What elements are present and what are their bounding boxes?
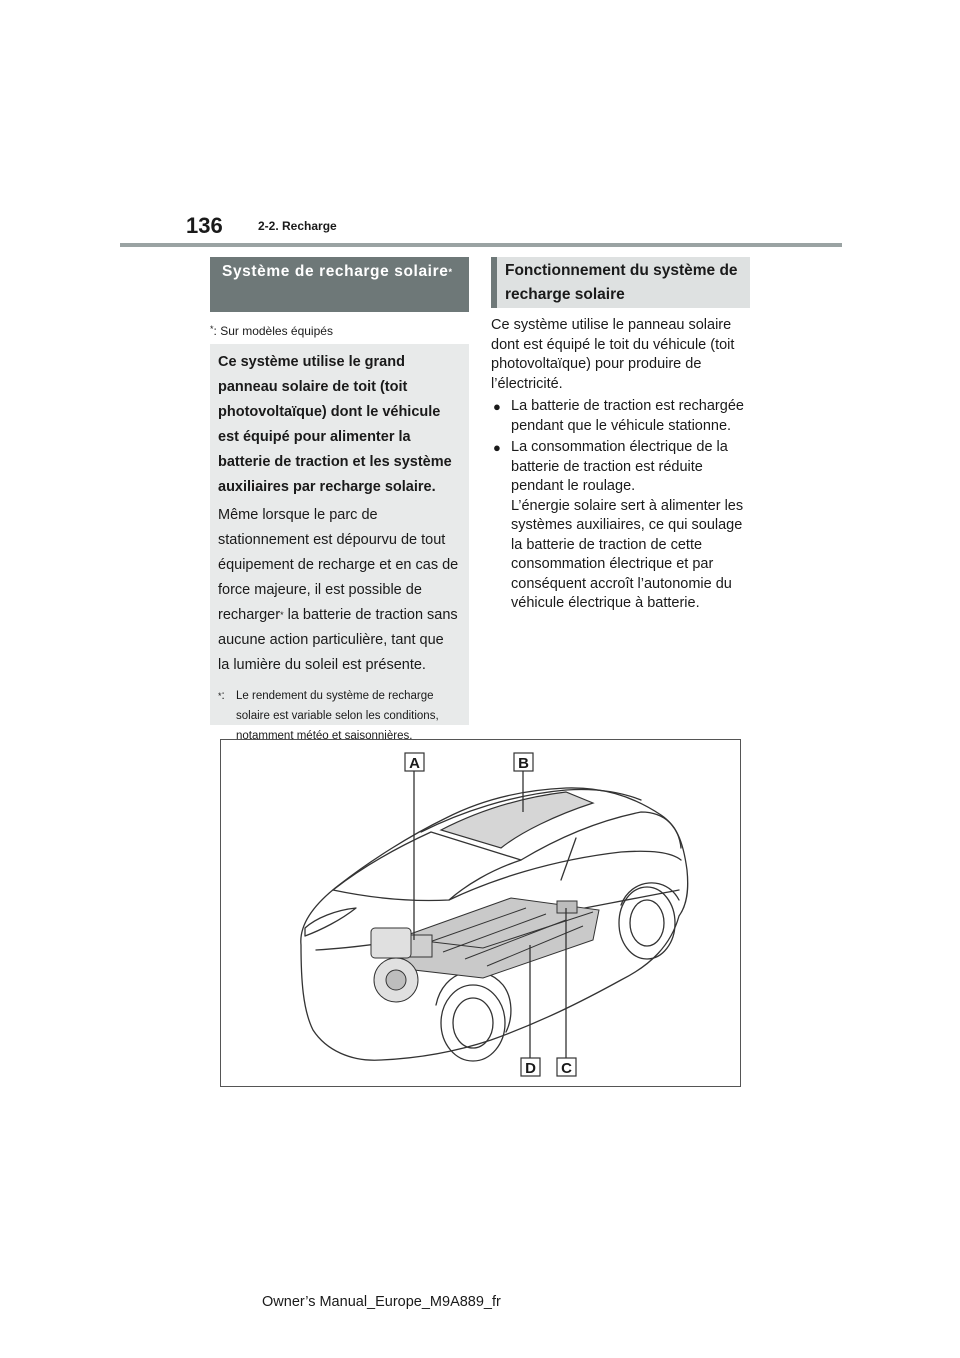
solar-ecu — [557, 901, 577, 913]
front-motor-unit — [371, 928, 411, 958]
right-section-heading: Fonctionnement du système de recharge solaire — [491, 257, 750, 308]
headlight-outline — [305, 908, 356, 936]
note-text: Sur modèles équipés — [220, 324, 333, 338]
heading-footnote-marker: * — [448, 267, 453, 277]
info-box-body-part1: Même lorsque le parc de stationnement est dépourvu de tout équipement de recharge et en cas de force majeure, il est possible de recharger — [218, 507, 459, 623]
info-box-footnote — [218, 686, 459, 746]
front-wheel-inner — [453, 998, 493, 1048]
rear-wheel — [619, 887, 675, 959]
bullet-item — [493, 397, 755, 436]
section-title: 2-2. Recharge — [258, 219, 337, 233]
note-separator: : — [213, 324, 217, 338]
info-box — [210, 344, 469, 742]
front-wheel — [441, 985, 505, 1061]
info-box-body — [218, 503, 459, 678]
info-box-bold-text: Ce système utilise le grand panneau solaire de toit (toit photovoltaïque) dont le véhicule est équipé pour alimenter la batterie de traction et les système auxiliaires par recharge solaire. — [218, 354, 452, 495]
callout-b: B — [518, 755, 529, 772]
left-section-heading — [210, 257, 469, 312]
rear-wheel-inner — [630, 900, 664, 946]
info-box-footnote-marker: * — [218, 691, 222, 701]
vehicle-drawing — [221, 740, 740, 1086]
solar-roof-panel — [441, 792, 593, 848]
info-box-footnote-text: Le rendement du système de recharge solaire est variable selon les conditions, notamment météo et saisonnières. — [236, 690, 439, 742]
bullet-text: La consommation électrique de la batterie de traction est réduite pendant le roulage. — [511, 439, 728, 494]
info-box-body-part2: la batterie de traction sans aucune action particulière, tant que la lumière du soleil est présente. — [218, 607, 458, 673]
info-box-footnote-sep: : — [221, 690, 225, 702]
bullet-extra-text: L’énergie solaire sert à alimenter les systèmes auxiliaires, ce qui soulage la batterie de traction de cette consommation électrique et par conséquent accroît l’autonomie du véhicule électrique à batterie. — [511, 497, 744, 611]
left-heading-text: Système de recharge solaire — [222, 263, 449, 280]
equipment-note — [210, 324, 333, 338]
callout-c: C — [561, 1060, 572, 1077]
header-divider — [120, 243, 842, 247]
intro-paragraph: Ce système utilise le panneau solaire dont est équipé le toit du véhicule (toit photovoltaïque) pour produire de l’électricité. — [491, 317, 735, 392]
info-box-body-marker: * — [280, 610, 284, 620]
bullet-icon: ● — [493, 440, 501, 455]
page-number: 136 — [186, 213, 223, 238]
note-marker: * — [210, 324, 214, 334]
front-motor-detail — [386, 970, 406, 990]
bullet-item — [493, 438, 755, 614]
info-box-footnote-mark — [218, 686, 236, 746]
callout-a: A — [409, 755, 420, 772]
callout-d: D — [525, 1060, 536, 1077]
bullet-text: La batterie de traction est rechargée pendant que le véhicule stationne. — [511, 398, 744, 434]
bullet-icon: ● — [493, 399, 501, 414]
footer-text: Owner’s Manual_Europe_M9A889_fr — [262, 1294, 501, 1310]
vehicle-illustration — [220, 739, 741, 1087]
